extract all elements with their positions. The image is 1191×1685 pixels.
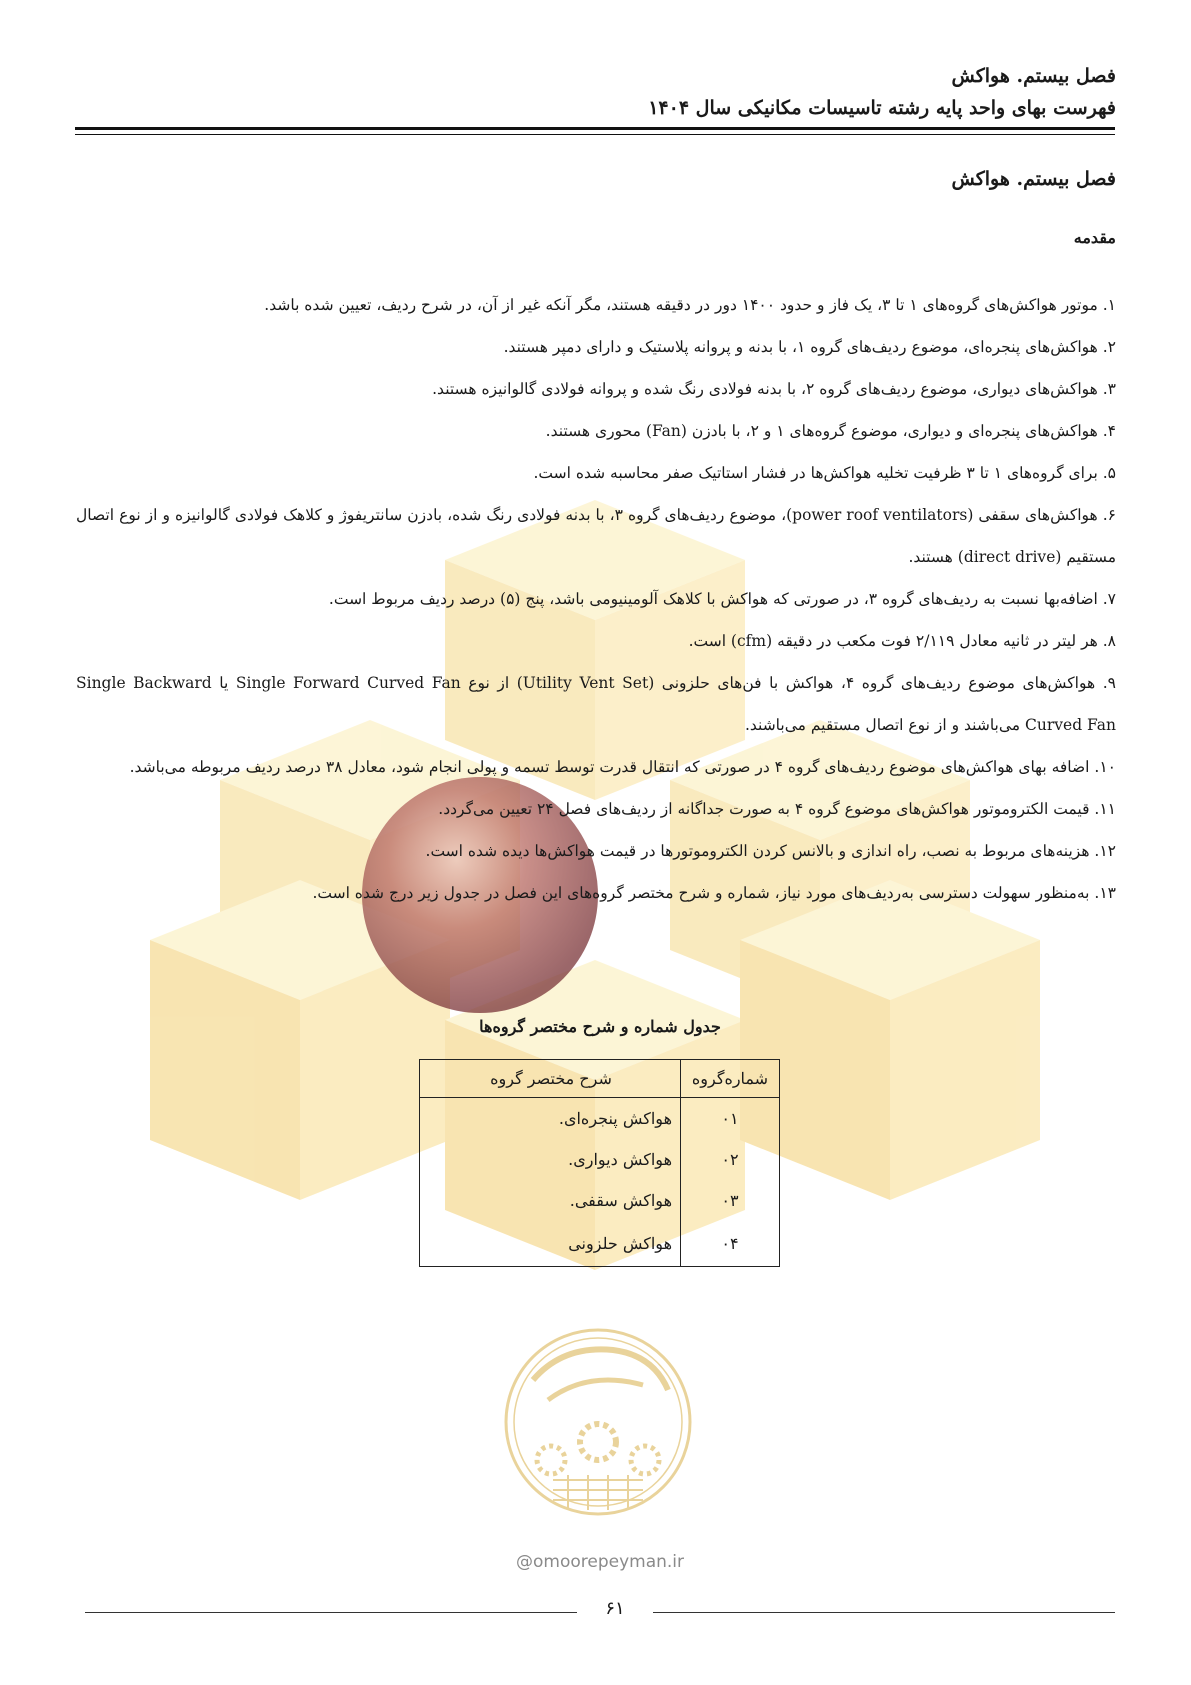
- intro-item: ۱۰. اضافه بهای هواکش‌های موضوع ردیف‌های گروه ۴ در صورتی که انتقال قدرت توسط تسمه و پولی انجام شود، معادل ۳۸ درصد ردیف مربوطه می‌باشد.: [129, 758, 1116, 776]
- intro-item: ۷. اضافه‌بها نسبت به ردیف‌های گروه ۳، در صورتی که هواکش با کلاهک آلومینیومی باشد، پنج (۵) درصد ردیف مربوط است.: [328, 590, 1116, 608]
- intro-list: [76, 284, 1116, 914]
- intro-item: ۱۲. هزینه‌های مربوط به نصب، راه اندازی و بالانس کردن الکتروموتورها در قیمت هواکش‌ها دیده شده است.: [425, 842, 1116, 860]
- intro-item: ۱۱. قیمت الکتروموتور هواکش‌های موضوع گروه ۴ به صورت جداگانه از ردیف‌های فصل ۲۴ تعیین می‌گردد.: [438, 800, 1116, 818]
- footer-rule-right: [653, 1612, 1115, 1613]
- seal-logo: [493, 1310, 703, 1540]
- intro-item: ۶. هواکش‌های سقفی (power roof ventilators)، موضوع ردیف‌های گروه ۳، با بدنه فولادی رنگ شده، بادزن سانتریفوژ و کلاهک فولادی گالوانیزه و از نوع اتصال مستقیم (direct drive) هستند.: [76, 506, 1116, 566]
- running-header: [76, 62, 1116, 122]
- group-number: ۰۲: [681, 1139, 780, 1180]
- intro-item: ۱۳. به‌منظور سهولت دسترسی به‌ردیف‌های مورد نیاز، شماره و شرح مختصر گروه‌های این فصل در جدول زیر درج شده است.: [312, 884, 1116, 902]
- header-catalog-title: فهرست بهای واحد پایه رشته تاسیسات مکانیکی سال ۱۴۰۴: [648, 97, 1116, 119]
- intro-item: ۵. برای گروه‌های ۱ تا ۳ ظرفیت تخلیه هواکش‌ها در فشار استاتیک صفر محاسبه شده است.: [533, 464, 1116, 482]
- header-rule-thin: [75, 134, 1115, 135]
- group-number: ۰۴: [681, 1221, 780, 1267]
- group-description: هواکش سقفی.: [420, 1180, 681, 1221]
- table-header-row: [420, 1060, 780, 1098]
- footer-rule-left: [85, 1612, 577, 1613]
- section-title: مقدمه: [1073, 228, 1116, 247]
- table-row: [420, 1180, 780, 1221]
- table-row: [420, 1098, 780, 1140]
- intro-item: ۹. هواکش‌های موضوع ردیف‌های گروه ۴، هواکش با فن‌های حلزونی (Utility Vent Set) از نوع Single Forward Curved Fan یا Single Backward Curved Fan می‌باشند و از نوع اتصال مستقیم می‌باشند.: [76, 674, 1116, 734]
- header-chapter: فصل بیستم. هواکش: [951, 65, 1116, 87]
- group-number: ۰۱: [681, 1098, 780, 1140]
- intro-item: ۱. موتور هواکش‌های گروه‌های ۱ تا ۳، یک فاز و حدود ۱۴۰۰ دور در دقیقه هستند، مگر آنکه غیر از آن، در شرح ردیف، تعیین شده باشد.: [264, 296, 1116, 314]
- column-header-number: شماره‌گروه: [681, 1060, 780, 1098]
- table-caption: جدول شماره و شرح مختصر گروه‌ها: [479, 1017, 721, 1036]
- group-number: ۰۳: [681, 1180, 780, 1221]
- chapter-title: فصل بیستم. هواکش: [951, 168, 1116, 190]
- group-description: هواکش حلزونی: [420, 1221, 681, 1267]
- header-rule-thick: [75, 127, 1115, 130]
- table-row: [420, 1139, 780, 1180]
- group-description: هواکش پنجره‌ای.: [420, 1098, 681, 1140]
- intro-item: ۳. هواکش‌های دیواری، موضوع ردیف‌های گروه ۲، با بدنه فولادی رنگ شده و پروانه فولادی گالوانیزه هستند.: [432, 380, 1116, 398]
- logo-url: @omoorepeyman.ir: [515, 1552, 685, 1572]
- intro-item: ۲. هواکش‌های پنجره‌ای، موضوع ردیف‌های گروه ۱، با بدنه و پروانه پلاستیک و دارای دمپر هستند.: [503, 338, 1116, 356]
- table-row: [420, 1221, 780, 1267]
- groups-table: [419, 1059, 780, 1267]
- intro-item: ۴. هواکش‌های پنجره‌ای و دیواری، موضوع گروه‌های ۱ و ۲، با بادزن (Fan) محوری هستند.: [545, 422, 1116, 440]
- intro-item: ۸. هر لیتر در ثانیه معادل ۲/۱۱۹ فوت مکعب در دقیقه (cfm) است.: [688, 632, 1116, 650]
- group-description: هواکش دیواری.: [420, 1139, 681, 1180]
- column-header-description: شرح مختصر گروه: [420, 1060, 681, 1098]
- page-number: ۶۱: [605, 1598, 625, 1619]
